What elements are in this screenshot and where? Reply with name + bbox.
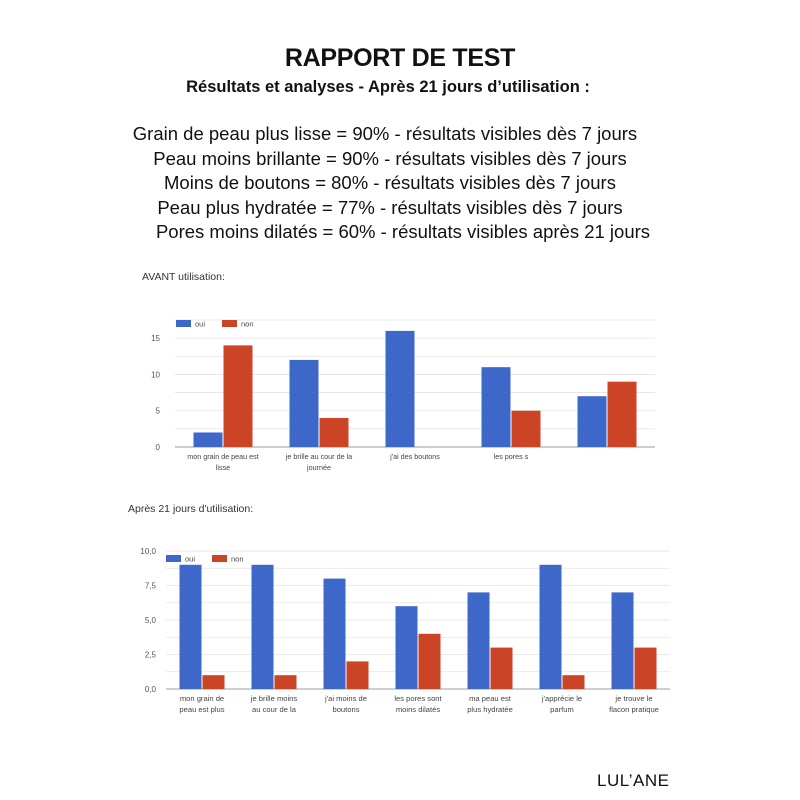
category-label: lisse <box>215 463 231 472</box>
bar-non-3 <box>419 634 441 689</box>
category-label: je brille au cour de la <box>285 452 353 461</box>
bar-non-4 <box>608 382 637 447</box>
legend-swatch-oui <box>176 320 191 327</box>
bar-oui-1 <box>252 565 274 689</box>
result-line: Peau plus hydratée = 77% - résultats visibles dès 7 jours <box>157 196 623 218</box>
legend-label-oui: oui <box>195 319 206 329</box>
category-label: ma peau est <box>469 694 511 703</box>
y-tick-label: 5,0 <box>144 616 156 625</box>
result-line: Peau moins brillante = 90% - résultats visibles dès 7 jours <box>153 147 627 169</box>
result-line: Pores moins dilatés = 60% - résultats visibles après 21 jours <box>155 221 651 242</box>
bar-oui-4 <box>468 592 490 689</box>
category-label: je brille moins <box>250 694 298 703</box>
bar-non-0 <box>203 675 225 689</box>
result-line: Grain de peau plus lisse = 90% - résultats visibles dès 7 jours <box>132 123 638 144</box>
y-tick-label: 10 <box>151 370 160 380</box>
category-label: peau est plus <box>179 705 225 714</box>
chart-before-title: AVANT utilisation: <box>142 271 225 283</box>
legend-label-non: non <box>231 554 244 564</box>
category-label: j'ai des boutons <box>390 452 440 461</box>
bar-oui-5 <box>540 565 562 689</box>
legend-label-non: non <box>241 319 254 329</box>
y-tick-label: 2,5 <box>144 650 156 660</box>
category-label: boutons <box>332 705 360 714</box>
bar-non-6 <box>635 648 657 689</box>
report-title: RAPPORT DE TEST <box>284 44 516 72</box>
legend-swatch-non <box>222 320 237 327</box>
y-tick-label: 10,0 <box>140 547 156 556</box>
category-label: j'ai moins de <box>325 694 367 703</box>
bar-non-3 <box>512 411 541 447</box>
brand-logo: LUL’ANE <box>597 771 670 790</box>
chart-after-title: Après 21 jours d'utilisation: <box>128 503 254 515</box>
bar-non-5 <box>563 675 585 689</box>
bar-oui-0 <box>194 432 223 447</box>
legend-label-oui: oui <box>185 554 196 564</box>
bar-oui-4 <box>578 396 607 447</box>
bar-oui-2 <box>386 331 415 447</box>
y-tick-label: 0 <box>155 443 160 452</box>
legend-swatch-oui <box>166 555 181 562</box>
y-tick-label: 7,5 <box>144 581 156 591</box>
report-subtitle: Résultats et analyses - Après 21 jours d’utilisation : <box>186 78 590 96</box>
bar-oui-3 <box>482 367 511 447</box>
bar-non-2 <box>347 661 369 689</box>
bar-oui-6 <box>612 592 634 689</box>
bar-oui-1 <box>290 360 319 447</box>
bar-non-1 <box>275 675 297 689</box>
category-label: plus hydratée <box>467 705 513 714</box>
bar-non-1 <box>320 418 349 447</box>
bar-oui-0 <box>180 565 202 689</box>
bar-non-4 <box>491 648 513 689</box>
result-line: Moins de boutons = 80% - résultats visibles dès 7 jours <box>164 172 616 193</box>
bar-oui-3 <box>396 606 418 689</box>
category-label: je trouve le <box>615 694 653 703</box>
category-label: au cour de la <box>252 705 296 714</box>
y-tick-label: 15 <box>151 334 160 344</box>
results-list <box>0 122 780 245</box>
category-label: journée <box>307 463 331 472</box>
category-label: les pores sont <box>394 694 442 703</box>
category-label: les pores s <box>493 452 529 461</box>
bar-non-0 <box>224 345 253 447</box>
category-label: j'apprécie le <box>541 694 583 703</box>
legend-swatch-non <box>212 555 227 562</box>
category-label: mon grain de peau est <box>187 452 259 461</box>
category-label: parfum <box>550 705 574 714</box>
y-tick-label: 5 <box>155 406 160 416</box>
category-label: moins dilatés <box>395 705 441 714</box>
category-label: flacon pratique <box>609 705 659 714</box>
bar-oui-2 <box>324 579 346 689</box>
y-tick-label: 0,0 <box>144 685 156 694</box>
category-label: mon grain de <box>179 694 225 703</box>
